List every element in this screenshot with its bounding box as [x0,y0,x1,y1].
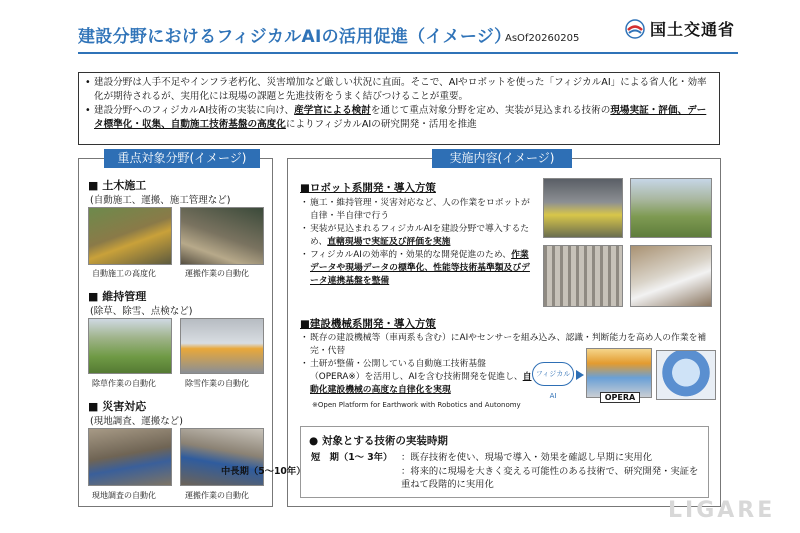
robot-point-2 [303,223,535,249]
period-short-label: 短 期（1～ 3年） [311,452,393,463]
photo-weeding [88,318,172,374]
opera-system-image [656,350,716,400]
arrow-icon [576,370,584,380]
machine-point-1: ・ 既存の建設機械等（車両系も含む）にAIやセンサーを組み込み、認識・判断能力を高め人の作業を補完・代替 [303,332,717,358]
summary-bullet-1: • 建設分野は人手不足やインフラ老朽化、災害増加など厳しい状況に直面。そこで、AIやロボットを使った「フィジカルAI」による省人化・効率化が期待されるが、実用化には現場の課題と先進技術をうまく結びつけることが重要。 [85,76,713,104]
opera-label: OPERA [600,392,640,403]
robot-emphasis: 作業データや現場データの標準化、性能等技術基準類及びデータ連携基盤を整備 [310,250,530,286]
photo-field-survey [88,428,172,486]
opera-diagram [530,348,718,404]
caption-transport: 運搬作業の自動化 [185,269,249,278]
robot-point-3 [303,249,535,288]
machine-section-text-2 [303,358,533,397]
photo-transport [180,207,264,265]
summary-text: を通じて重点対象分野を定め、実装が見込まれる技術の [370,105,611,116]
opera-platform-image [586,348,652,398]
ministry-name: 国土交通省 [650,20,736,39]
section-maintenance-title: ■ 維持管理 [88,290,147,303]
implementation-header: 実施内容(イメージ) [432,149,572,168]
title-rule [78,52,738,54]
section-civil-sub: (自動施工、運搬、施工管理など) [90,195,231,206]
caption-weeding: 除草作業の自動化 [92,379,156,388]
summary-emphasis: 産学官による検討 [294,105,371,116]
implementation-period-box [221,426,709,498]
section-civil-title: ■ 土木施工 [88,179,147,192]
section-disaster-title: ■ 災害対応 [88,400,147,413]
section-disaster-sub: (現地調査、運搬など) [90,416,183,427]
photo-snow-removal [180,318,264,374]
summary-box [78,72,720,145]
focus-areas-header: 重点対象分野(イメージ) [104,149,260,168]
photo-workers [630,245,712,307]
summary-bullet-2 [85,104,713,132]
page-title: 建設分野におけるフィジカルAIの活用促進（イメージ） [78,27,512,47]
machine-emphasis: 自動化建設機械の高度な自律化を実現 [310,372,532,395]
robot-section-title: ■ロボット系開発・導入方策 [300,182,436,194]
photo-robot-dog [543,178,623,238]
watermark-logo: LIGARE [668,498,776,523]
photo-slope-robot [630,178,712,238]
photo-rebar-inspection [543,245,623,307]
document-id: AsOf20260205 [505,33,580,44]
ministry-emblem-icon [625,19,645,39]
period-short [311,451,703,464]
period-short-text: ：既存技術を使い、現場で導入・効果を確認し早期に実用化 [401,452,653,463]
period-mid-text: ：将来的に現場を大きく変える可能性のある技術で、研究開発・実証を重ねて段階的に実用化 [401,466,699,490]
section-maintenance-sub: (除草、除雪、点検など) [90,306,193,317]
physical-ai-bubble: フィジカルAI [532,362,574,386]
summary-emphasis: 現場実証・評価、データ標準化・収集、自動施工技術基盤の高度化 [94,105,707,130]
machine-section-title: ■建設機械系開発・導入方策 [300,318,436,330]
summary-text: 建設分野へのフィジカルAI技術の実装に向け、 [94,105,295,116]
robot-emphasis: 直轄現場で実証及び評価を実施 [327,237,451,247]
robot-text: フィジカルAIの効率的・効果的な開発促進のため、 [310,250,512,260]
robot-section-text [303,197,535,288]
caption-auto-construction: 自動施工の高度化 [92,269,156,278]
caption-disaster-transport: 運搬作業の自動化 [185,491,249,500]
robot-point-1: ・ 施工・維持管理・災害対応など、人の作業をロボットが自律・半自律で行う [303,197,535,223]
ministry-logo [625,17,735,40]
period-title: ● 対象とする技術の実装時期 [309,435,448,447]
caption-snow-removal: 除雪作業の自動化 [185,379,249,388]
robot-text: 実装が見込まれるフィジカルAIを建設分野で導入するため、 [310,224,530,247]
opera-footnote: ※Open Platform for Earthwork with Robotics and Autonomy [312,401,521,409]
period-mid-label: 中長期（5～10年） [221,466,306,477]
caption-field-survey: 現地調査の自動化 [92,491,156,500]
period-mid [221,465,703,491]
summary-text: によりフィジカルAIの研究開発・活用を推進 [285,119,477,130]
machine-point-2 [303,358,533,397]
photo-excavator [88,207,172,265]
machine-text: 土研が整備・公開している自動施工技術基盤（OPERA※）を活用し、AIを含む技術開発を促進し、 [310,359,523,382]
